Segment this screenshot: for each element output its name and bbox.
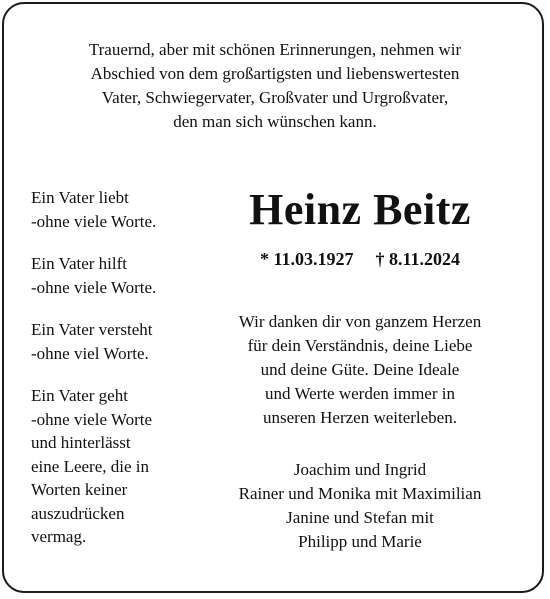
verse-line: -ohne viele Worte [31,409,153,429]
verse-column [31,186,211,568]
intro-line: Vater, Schwiegervater, Großvater und Urgroßvater, [101,88,449,107]
deceased-name: Heinz Beitz [249,185,471,234]
intro-text [20,38,530,134]
family-line: Rainer und Monika mit Maximilian [238,484,482,503]
birth-date: * 11.03.1927 [259,249,354,269]
thanks-line: und Werte werden immer in [265,384,455,403]
family-signatures [200,458,520,554]
thanks-line: für dein Verständnis, deine Liebe [247,336,473,355]
verse-line: Ein Vater hilft [31,254,127,273]
verse-line: Ein Vater versteht [31,320,153,339]
thanks-line: und deine Güte. Deine Ideale [260,360,460,379]
intro-line: den man sich wünschen kann. [173,112,377,131]
main-column [200,180,520,554]
family-line: Janine und Stefan mit [286,508,434,527]
verse [31,252,211,299]
thanks-text [200,310,520,430]
verse-line: auszudrücken [31,503,125,523]
verse-line: und hinterlässt [31,433,131,452]
verse-line: vermag. [31,527,87,546]
verse-line: Worten keiner [31,480,128,499]
verse-line: -ohne viele Worte. [31,211,157,231]
verse-line: -ohne viele Worte. [31,277,157,297]
death-date: † 8.11.2024 [375,249,461,269]
verse-line: eine Leere, die in [31,456,149,476]
verse [31,384,211,549]
life-dates [200,248,520,270]
verse [31,186,211,233]
thanks-line: unseren Herzen weiterleben. [263,408,457,427]
family-line: Philipp und Marie [298,532,422,551]
verse-line: -ohne viel Worte. [31,343,149,363]
intro-line: Trauernd, aber mit schönen Erinnerungen, nehmen wir [88,40,462,59]
verse-line: Ein Vater geht [31,386,128,405]
family-line: Joachim und Ingrid [293,460,427,479]
verse [31,318,211,365]
thanks-line: Wir danken dir von ganzem Herzen [238,312,482,331]
verse-line: Ein Vater liebt [31,188,129,207]
intro-line: Abschied von dem großartigsten und liebenswertesten [90,64,460,83]
